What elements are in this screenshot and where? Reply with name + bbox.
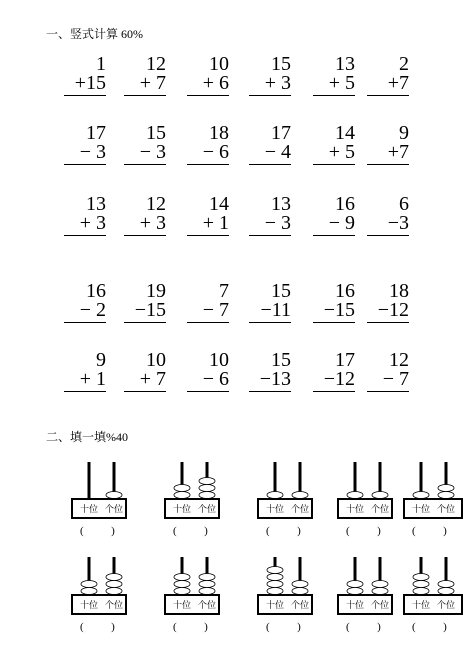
- tens-label: 十位: [411, 601, 431, 611]
- calc-bottom-number: + 7: [139, 368, 166, 390]
- calc-top-number: 13: [271, 193, 291, 215]
- calc-top-number: 14: [335, 122, 355, 144]
- answer-blank[interactable]: ( ): [346, 621, 381, 633]
- ones-bead: [106, 588, 122, 595]
- answer-blank[interactable]: ( ): [80, 525, 115, 537]
- calc-top-number: 14: [209, 193, 229, 215]
- ones-label: 个位: [197, 601, 217, 611]
- ones-bead: [106, 492, 122, 499]
- calc-bottom-number: − 2: [79, 299, 106, 321]
- tens-bead: [267, 588, 283, 595]
- tens-bead: [267, 492, 283, 499]
- calc-top-number: 15: [271, 53, 291, 75]
- calc-top-number: 17: [335, 349, 355, 371]
- calc-top-number: 1: [96, 53, 106, 75]
- answer-blank[interactable]: ( ): [173, 621, 208, 633]
- ones-bead: [372, 581, 388, 588]
- tens-bead: [174, 581, 190, 588]
- tens-bead: [81, 588, 97, 595]
- calc-top-number: 16: [335, 280, 355, 302]
- tens-bead: [267, 574, 283, 581]
- tens-bead: [174, 485, 190, 492]
- ones-bead: [199, 581, 215, 588]
- calc-bottom-number: + 1: [79, 368, 106, 390]
- calc-bottom-number: +15: [74, 72, 106, 94]
- section-2-title: 二、填一填%40: [46, 430, 128, 444]
- answer-blank[interactable]: ( ): [80, 621, 115, 633]
- calc-bottom-number: + 5: [328, 72, 355, 94]
- answer-blank[interactable]: ( ): [266, 621, 301, 633]
- calc-bottom-number: − 3: [264, 212, 291, 234]
- answer-blank[interactable]: ( ): [173, 525, 208, 537]
- calc-top-number: 10: [209, 53, 229, 75]
- tens-bead: [413, 581, 429, 588]
- calc-top-number: 18: [209, 122, 229, 144]
- calc-bottom-number: +7: [387, 72, 409, 94]
- calc-top-number: 16: [86, 280, 106, 302]
- calc-top-number: 15: [146, 122, 166, 144]
- ones-label: 个位: [104, 601, 124, 611]
- calc-top-number: 10: [209, 349, 229, 371]
- tens-bead: [347, 581, 363, 588]
- tens-bead: [81, 581, 97, 588]
- tens-bead: [347, 492, 363, 499]
- ones-bead: [372, 492, 388, 499]
- calc-bottom-number: − 3: [139, 141, 166, 163]
- calc-bottom-number: + 3: [79, 212, 106, 234]
- calc-top-number: 9: [399, 122, 409, 144]
- tens-label: 十位: [265, 601, 285, 611]
- ones-label: 个位: [290, 601, 310, 611]
- ones-bead: [199, 485, 215, 492]
- calc-bottom-number: − 3: [79, 141, 106, 163]
- calc-bottom-number: + 6: [202, 72, 229, 94]
- ones-bead: [199, 574, 215, 581]
- answer-blank[interactable]: ( ): [412, 621, 447, 633]
- tens-bead: [267, 581, 283, 588]
- calc-top-number: 9: [96, 349, 106, 371]
- calc-top-number: 12: [146, 53, 166, 75]
- calc-top-number: 6: [399, 193, 409, 215]
- ones-bead: [438, 485, 454, 492]
- calc-bottom-number: − 7: [202, 299, 229, 321]
- tens-label: 十位: [345, 601, 365, 611]
- ones-label: 个位: [290, 505, 310, 515]
- ones-bead: [106, 581, 122, 588]
- tens-bead: [413, 588, 429, 595]
- tens-label: 十位: [79, 601, 99, 611]
- calc-top-number: 17: [271, 122, 291, 144]
- calc-bottom-number: −11: [260, 299, 291, 321]
- calc-bottom-number: + 5: [328, 141, 355, 163]
- calc-top-number: 17: [86, 122, 106, 144]
- calc-bottom-number: + 3: [264, 72, 291, 94]
- ones-bead: [292, 492, 308, 499]
- calc-bottom-number: − 7: [382, 368, 409, 390]
- ones-bead: [438, 588, 454, 595]
- tens-label: 十位: [79, 505, 99, 515]
- calc-top-number: 18: [389, 280, 409, 302]
- tens-label: 十位: [172, 601, 192, 611]
- calc-top-number: 15: [271, 349, 291, 371]
- section-1-title: 一、竖式计算 60%: [46, 27, 143, 41]
- tens-bead: [413, 492, 429, 499]
- calc-top-number: 10: [146, 349, 166, 371]
- calc-top-number: 12: [146, 193, 166, 215]
- calc-bottom-number: −12: [377, 299, 409, 321]
- ones-bead: [438, 492, 454, 499]
- ones-label: 个位: [104, 505, 124, 515]
- ones-label: 个位: [436, 601, 456, 611]
- calc-top-number: 16: [335, 193, 355, 215]
- ones-bead: [199, 478, 215, 485]
- ones-bead: [438, 581, 454, 588]
- calc-bottom-number: + 7: [139, 72, 166, 94]
- calc-top-number: 7: [219, 280, 229, 302]
- calc-bottom-number: +7: [387, 141, 409, 163]
- ones-label: 个位: [370, 601, 390, 611]
- calc-bottom-number: − 9: [328, 212, 355, 234]
- calc-top-number: 2: [399, 53, 409, 75]
- tens-bead: [174, 574, 190, 581]
- tens-label: 十位: [265, 505, 285, 515]
- tens-label: 十位: [411, 505, 431, 515]
- calc-bottom-number: −13: [259, 368, 291, 390]
- ones-bead: [292, 588, 308, 595]
- tens-bead: [347, 588, 363, 595]
- calc-top-number: 15: [271, 280, 291, 302]
- calc-bottom-number: −15: [134, 299, 166, 321]
- tens-bead: [174, 492, 190, 499]
- tens-bead: [413, 574, 429, 581]
- calc-top-number: 19: [146, 280, 166, 302]
- calc-bottom-number: −3: [387, 212, 409, 234]
- answer-blank[interactable]: ( ): [412, 525, 447, 537]
- tens-label: 十位: [172, 505, 192, 515]
- calc-bottom-number: + 1: [202, 212, 229, 234]
- calc-bottom-number: − 6: [202, 368, 229, 390]
- calc-bottom-number: − 4: [264, 141, 291, 163]
- calc-bottom-number: −15: [323, 299, 355, 321]
- ones-bead: [292, 581, 308, 588]
- tens-label: 十位: [345, 505, 365, 515]
- ones-bead: [199, 588, 215, 595]
- calc-bottom-number: −12: [323, 368, 355, 390]
- ones-label: 个位: [197, 505, 217, 515]
- ones-bead: [106, 574, 122, 581]
- ones-label: 个位: [436, 505, 456, 515]
- calc-top-number: 12: [389, 349, 409, 371]
- answer-blank[interactable]: ( ): [266, 525, 301, 537]
- answer-blank[interactable]: ( ): [346, 525, 381, 537]
- ones-label: 个位: [370, 505, 390, 515]
- calc-bottom-number: + 3: [139, 212, 166, 234]
- ones-bead: [199, 492, 215, 499]
- calc-top-number: 13: [86, 193, 106, 215]
- tens-bead: [174, 588, 190, 595]
- tens-bead: [267, 567, 283, 574]
- calc-top-number: 13: [335, 53, 355, 75]
- calc-bottom-number: − 6: [202, 141, 229, 163]
- ones-bead: [372, 588, 388, 595]
